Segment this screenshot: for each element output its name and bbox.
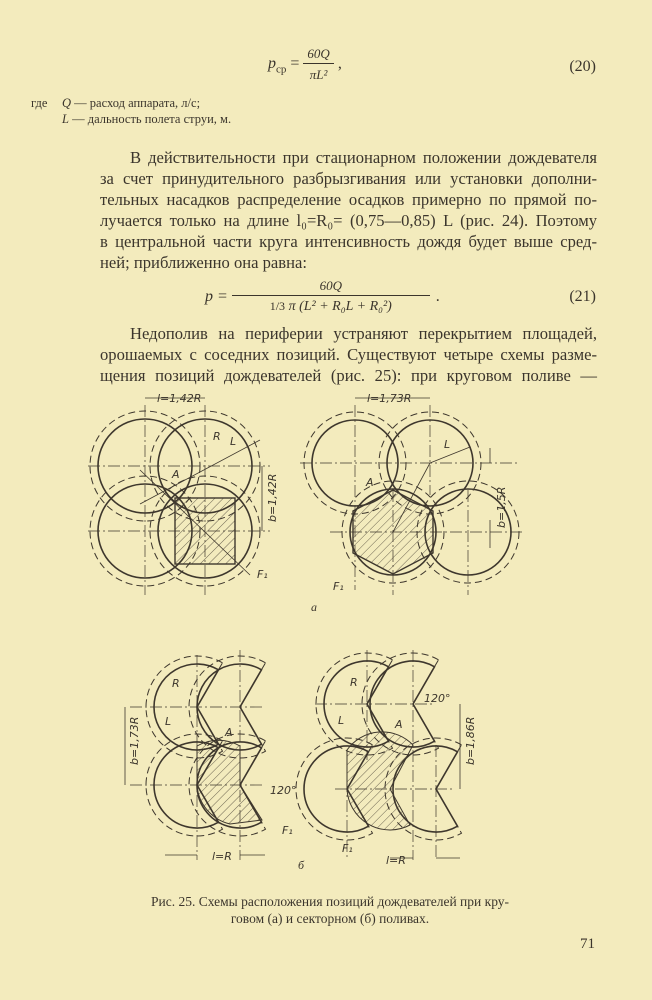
formula-20-tail: , (337, 55, 342, 73)
paragraph-line: орошаемых с соседних позиций. Существуют четыре схемы разме- (100, 345, 597, 364)
label-f1: F₁ (282, 824, 293, 837)
definition-text: — дальность полета струи, м. (72, 112, 232, 126)
label-f1: F₁ (257, 568, 268, 581)
formula-20-lhs: p (268, 55, 276, 73)
formula-21-lhs: p = (205, 287, 228, 305)
label-angle: 120° (424, 692, 451, 705)
label-f1: F₁ (333, 580, 344, 593)
paragraph-line: за счет принудительного разбрызгивания или установки дополни- (100, 169, 597, 188)
paragraph-line: щения позиций дождевателей (рис. 25): при круговом поливе — (100, 366, 597, 385)
label-l: L (444, 438, 451, 451)
dimension-b-left-b: b=1,73R (128, 716, 141, 765)
label-a-point: A (366, 476, 374, 489)
label-l: L (230, 435, 237, 448)
page-number: 71 (580, 936, 595, 952)
label-f1: F₁ (342, 842, 353, 855)
label-l: L (165, 715, 172, 728)
dimension-b-right-b: b=1,86R (464, 716, 477, 765)
paragraph-line: Недополив на периферии устраняют перекрытием площадей, (130, 324, 597, 343)
paragraph-line: в центральной части круга интенсивность дождя будет выше сред- (100, 232, 597, 251)
caption-line: говом (а) и секторном (б) поливах. (230, 911, 430, 926)
label-r: R (213, 430, 221, 443)
label-a-point: A (172, 468, 180, 481)
figure-label-b: б (298, 858, 305, 872)
figure-label-a: а (311, 600, 317, 614)
paragraph-line: ней; приближенно она равна: (100, 253, 307, 272)
definitions-lead: где (31, 96, 48, 110)
formula-21-one-third: 1/3 (269, 299, 286, 313)
dimension-l-right-b: l=R (386, 854, 406, 867)
formula-20-sub: ср (276, 63, 287, 76)
formula-21-sum: π (L² + R₀L + R₀²) (288, 299, 392, 314)
formula-21-tail: . (435, 287, 440, 305)
label-a-point: A (395, 718, 403, 731)
dimension-l-right-a: l=1,73R (367, 392, 412, 405)
paragraph-line: В действительности при стационарном положении дождевателя (130, 148, 597, 167)
definition-symbol: Q (62, 96, 72, 110)
formula-20-numerator: 60Q (303, 46, 333, 64)
paragraph-line: тельных насадков распределение осадков примерно по прямой по- (100, 190, 597, 209)
paragraph-line: лучается только на длине l₀=R₀= (0,75—0,85) L (рис. 24). Поэтому (100, 211, 597, 230)
label-a-point: A (225, 726, 233, 739)
formula-20-denominator: πL² (309, 67, 328, 82)
formula-21-numerator: 60Q (232, 278, 430, 296)
label-angle: 120° (270, 784, 297, 797)
caption-line: Рис. 25. Схемы расположения позиций дождевателей при кру- (150, 894, 510, 909)
dimension-b-left-a: b=1,42R (266, 473, 279, 522)
dimension-b-right-a: b=1,5R (495, 486, 508, 528)
label-l: L (338, 714, 345, 727)
equation-number-21: (21) (569, 288, 596, 305)
definition-symbol: L (62, 112, 69, 126)
equals-sign: = (290, 55, 300, 73)
dimension-l-left-a: l=1,42R (157, 392, 202, 405)
label-r: R (350, 676, 358, 689)
equation-number-20: (20) (569, 58, 596, 75)
figure-caption (110, 893, 550, 927)
label-r: R (172, 677, 180, 690)
dimension-l-left-b: l=R (212, 850, 232, 863)
definition-text: — расход аппарата, л/с; (74, 96, 201, 110)
